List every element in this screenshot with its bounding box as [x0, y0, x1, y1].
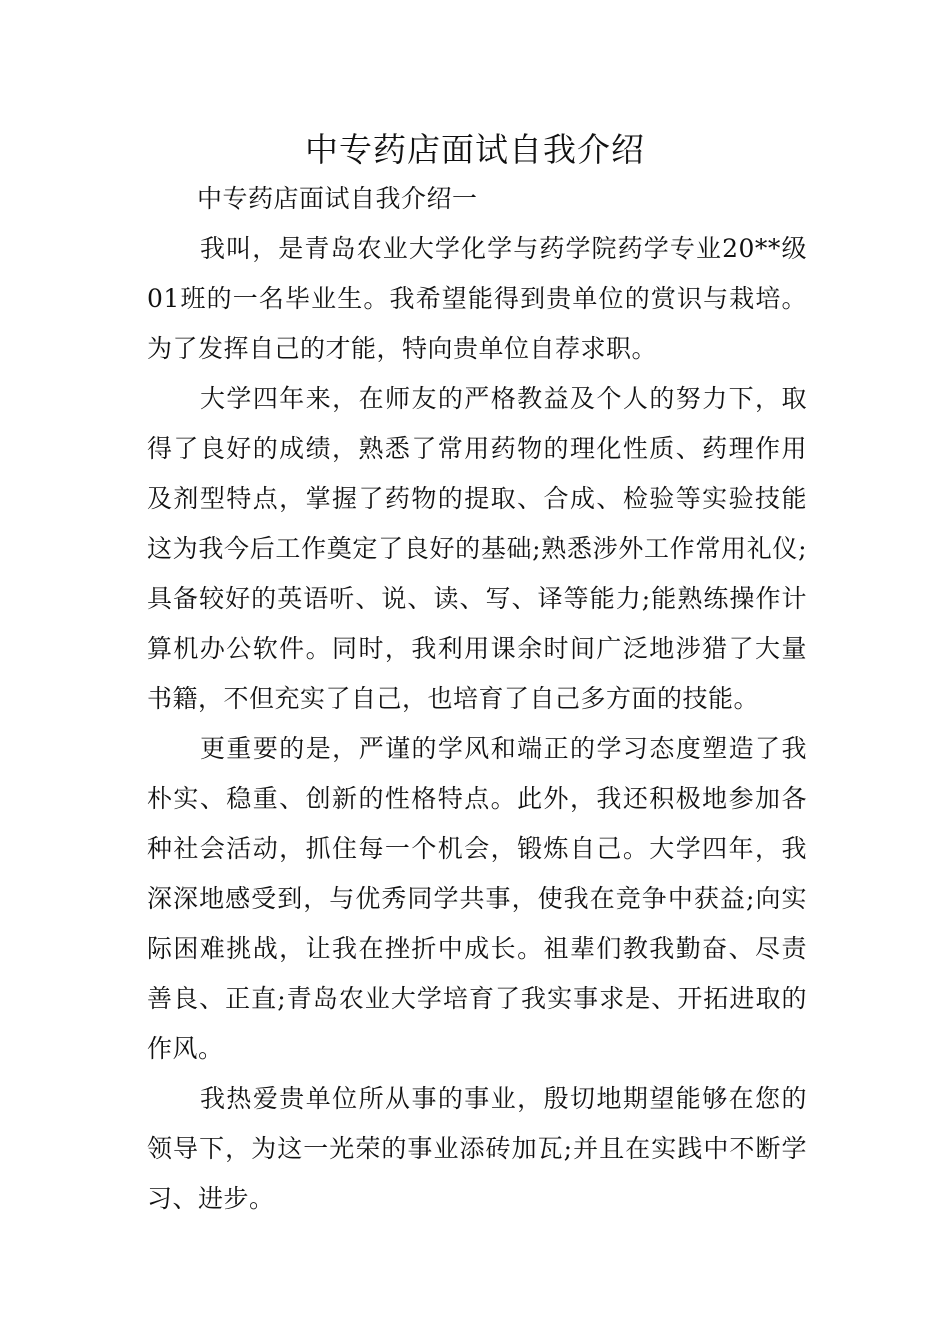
- paragraph-2: 大学四年来，在师友的严格教益及个人的努力下，取得了良好的成绩，熟悉了常用药物的理化性质、药理作用及剂型特点，掌握了药物的提取、合成、检验等实验技能这为我今后工作奠定了良好的基础;熟悉涉外工作常用礼仪;具备较好的英语听、说、读、写、译等能力;能熟练操作计算机办公软件。同时，我利用课余时间广泛地涉猎了大量书籍，不但充实了自己，也培育了自己多方面的技能。: [147, 384, 807, 713]
- paragraph-3: 更重要的是，严谨的学风和端正的学习态度塑造了我朴实、稳重、创新的性格特点。此外，我还积极地参加各种社会活动，抓住每一个机会，锻炼自己。大学四年，我深深地感受到，与优秀同学共事，使我在竞争中获益;向实际困难挑战，让我在挫折中成长。祖辈们教我勤奋、尽责善良、正直;青岛农业大学培育了我实事求是、开拓进取的作风。: [147, 734, 807, 1063]
- paragraph-1: 我叫，是青岛农业大学化学与药学院药学专业20**级01班的一名毕业生。我希望能得到贵单位的赏识与栽培。为了发挥自己的才能，特向贵单位自荐求职。: [147, 234, 807, 363]
- paragraph-4: 我热爱贵单位所从事的事业，殷切地期望能够在您的领导下，为这一光荣的事业添砖加瓦;并且在实践中不断学习、进步。: [147, 1084, 807, 1213]
- document-title: 中专药店面试自我介绍: [305, 130, 645, 169]
- document-subtitle: 中专药店面试自我介绍一: [197, 184, 478, 213]
- document-body: [147, 174, 807, 1224]
